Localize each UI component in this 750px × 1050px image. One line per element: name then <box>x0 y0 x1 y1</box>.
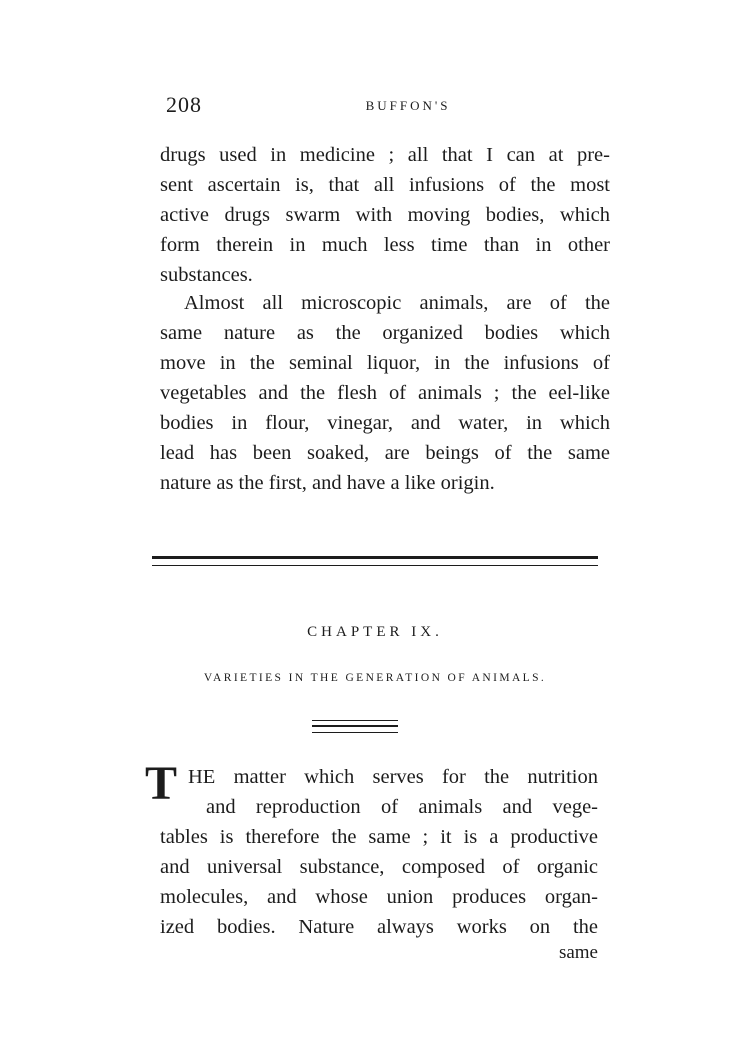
catchword: same <box>558 942 598 963</box>
chapter-title: CHAPTER IX. <box>307 624 443 640</box>
text-line: and reproduction of animals and vege- <box>206 796 598 818</box>
drop-cap: T <box>145 757 178 810</box>
text-line: and universal substance, composed of organic <box>160 856 598 878</box>
ornamental-rule <box>312 720 398 721</box>
text-line: tables is therefore the same ; it is a productive <box>160 826 598 848</box>
running-head <box>158 92 598 122</box>
running-title: BUFFON'S <box>365 98 451 113</box>
text-line: Almost all microscopic animals, are of the <box>184 292 610 314</box>
text-line: same nature as the organized bodies which <box>160 322 610 344</box>
text-line: sent ascertain is, that all infusions of the most <box>160 174 610 196</box>
text-line: bodies in flour, vinegar, and water, in which <box>160 412 610 434</box>
paragraph-3 <box>160 762 598 942</box>
text-line: substances. <box>160 264 253 286</box>
ornamental-rule <box>312 732 398 733</box>
section-divider-thin <box>152 565 598 566</box>
text-line: form therein in much less time than in other <box>160 234 610 256</box>
text-line: active drugs swarm with moving bodies, which <box>160 204 610 226</box>
text-line: ized bodies. Nature always works on the <box>160 916 598 938</box>
page-number: 208 <box>166 92 202 117</box>
section-divider-thick <box>152 556 598 559</box>
text-line: molecules, and whose union produces organ- <box>160 886 598 908</box>
text-line: HE matter which serves for the nutrition <box>188 766 598 788</box>
ornamental-rule <box>312 725 398 727</box>
paragraph-1 <box>160 140 610 290</box>
paragraph-2 <box>160 288 610 498</box>
text-line: move in the seminal liquor, in the infusions of <box>160 352 610 374</box>
text-line: lead has been soaked, are beings of the same <box>160 442 610 464</box>
text-line: vegetables and the flesh of animals ; the eel-like <box>160 382 610 404</box>
text-line: nature as the first, and have a like origin. <box>160 472 495 494</box>
chapter-subtitle: VARIETIES IN THE GENERATION OF ANIMALS. <box>203 672 547 684</box>
text-line: drugs used in medicine ; all that I can at pre- <box>160 144 610 166</box>
